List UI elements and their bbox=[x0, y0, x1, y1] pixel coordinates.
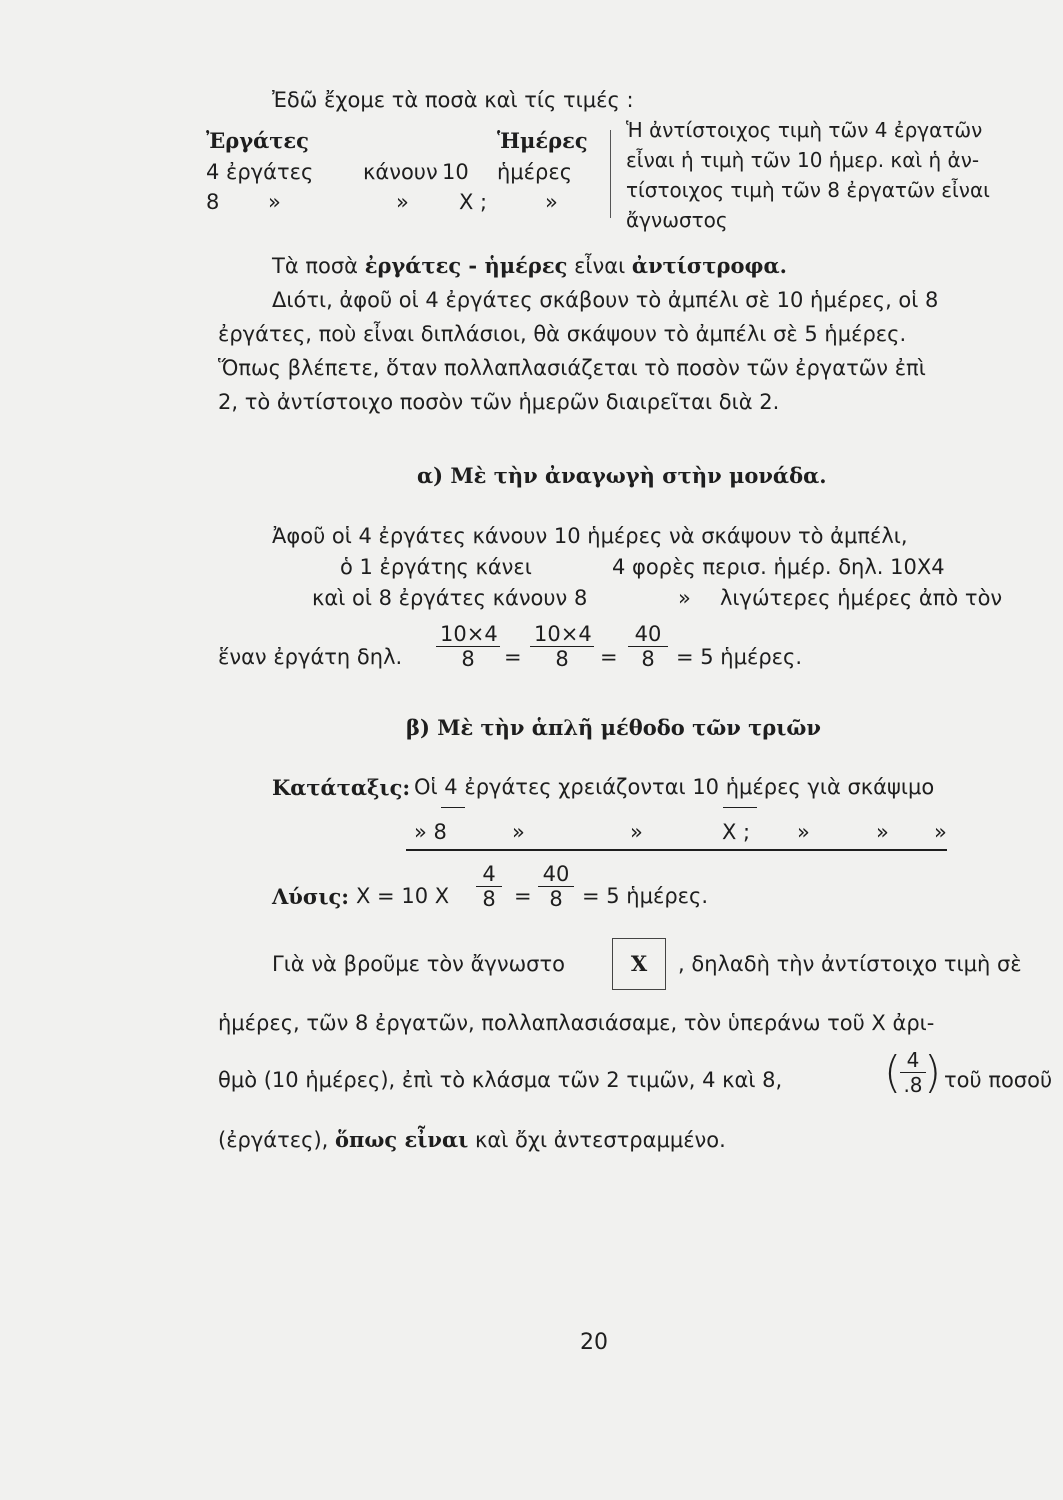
kataxis-row2: » bbox=[512, 820, 525, 844]
lysis-result: = 5 ἡμέρες. bbox=[582, 884, 709, 908]
fraction bbox=[476, 862, 502, 911]
kataxis-line: Οἱ 4 ἐργάτες χρειάζονται 10 ἡμέρες γιὰ σκάψιμο bbox=[414, 775, 935, 799]
left-parenthesis: ( bbox=[884, 1047, 902, 1098]
section-a-line: καὶ οἱ 8 ἐργάτες κάνουν 8 bbox=[312, 586, 588, 610]
paragraph-line: 2, τὸ ἀντίστοιχο ποσὸν τῶν ἡμερῶν διαιρεῖται διὰ 2. bbox=[218, 390, 780, 414]
fraction-denominator: .8 bbox=[903, 1073, 923, 1097]
fraction-denominator: 8 bbox=[641, 647, 655, 671]
statement bbox=[272, 253, 787, 278]
section-a-line: ὁ 1 ἐργάτης κάνει bbox=[340, 555, 532, 579]
intro-line: Ἐδῶ ἔχομε τὰ ποσὰ καὶ τίς τιμές : bbox=[272, 88, 634, 112]
fraction-numerator: 4 bbox=[900, 1048, 926, 1073]
statement-bold: ἐργάτες - ἡμέρες bbox=[364, 253, 568, 278]
fraction-numerator: 10×4 bbox=[530, 622, 594, 647]
row2-unknown: Χ ; bbox=[459, 190, 488, 214]
paragraph-2-line: Γιὰ νὰ βροῦμε τὸν ἄγνωστο bbox=[272, 952, 565, 976]
kataxis-row2: » bbox=[630, 820, 643, 844]
kataxis-row2: » bbox=[876, 820, 889, 844]
lysis-pre: Χ = 10 Χ bbox=[356, 884, 450, 908]
paragraph-2-line: , δηλαδὴ τὴν ἀντίστοιχο τιμὴ σὲ bbox=[678, 952, 1022, 976]
col-header-days: Ἡμέρες bbox=[497, 128, 588, 153]
fraction-denominator: 8 bbox=[482, 887, 496, 911]
paragraph-line: ἐργάτες, ποὺ εἶναι διπλάσιοι, θὰ σκάψουν τὸ ἀμπέλι σὲ 5 ἡμέρες. bbox=[218, 322, 907, 346]
paragraph-2-line: ἡμέρες, τῶν 8 ἐργατῶν, πολλαπλασιάσαμε, τὸν ὑπεράνω τοῦ Χ ἀρι- bbox=[218, 1011, 935, 1035]
paragraph-2-bold: ὅπως εἶναι bbox=[335, 1127, 469, 1152]
statement-pre: Τὰ ποσὰ bbox=[272, 254, 358, 278]
row2-ditto: » bbox=[396, 190, 409, 214]
heading-a: α) Μὲ τὴν ἀναγωγὴ στὴν μονάδα. bbox=[417, 463, 827, 488]
paragraph-2-text: καὶ ὄχι ἀντεστραμμένο. bbox=[475, 1128, 726, 1152]
section-a-line: 4 φορὲς περισ. ἡμέρ. δηλ. 10Χ4 bbox=[612, 555, 945, 579]
row2-ditto: » bbox=[268, 190, 281, 214]
fraction bbox=[436, 622, 500, 671]
row2-ditto: » bbox=[545, 190, 558, 214]
section-a-line: Ἀφοῦ οἱ 4 ἐργάτες κάνουν 10 ἡμέρες νὰ σκάψουν τὸ ἀμπέλι, bbox=[272, 524, 908, 548]
kataxis-row2: » bbox=[797, 820, 810, 844]
page-number: 20 bbox=[580, 1330, 608, 1355]
section-a-result: = 5 ἡμέρες. bbox=[676, 645, 803, 669]
equals-sign: = bbox=[514, 884, 532, 908]
fraction bbox=[628, 622, 668, 671]
fraction bbox=[530, 622, 594, 671]
side-note-line: εἶναι ἡ τιμὴ τῶν 10 ἡμερ. καὶ ἡ ἀν- bbox=[626, 148, 980, 172]
row2-workers: 8 bbox=[206, 190, 220, 214]
underline-mark bbox=[441, 807, 465, 808]
section-a-line: λιγώτερες ἡμέρες ἀπὸ τὸν bbox=[720, 586, 1003, 610]
fraction-denominator: 8 bbox=[555, 647, 569, 671]
col-header-workers: Ἐργάτες bbox=[206, 128, 309, 153]
equals-sign: = bbox=[504, 645, 522, 669]
fraction-numerator: 10×4 bbox=[436, 622, 500, 647]
fraction-numerator: 40 bbox=[538, 862, 574, 887]
kataxis-label: Κατάταξις: bbox=[272, 775, 411, 800]
underline-mark bbox=[723, 807, 757, 808]
right-parenthesis: ) bbox=[924, 1047, 942, 1098]
paragraph-2-last-line bbox=[218, 1127, 726, 1152]
equals-sign: = bbox=[600, 645, 618, 669]
row1-workers: 4 ἐργάτες bbox=[206, 160, 314, 184]
statement-mid: εἶναι bbox=[574, 254, 626, 278]
fraction bbox=[900, 1048, 926, 1097]
row1-value: 10 bbox=[442, 160, 469, 184]
table-divider bbox=[610, 130, 611, 218]
kataxis-row2-unknown: Χ ; bbox=[722, 820, 751, 844]
side-note-line: ἄγνωστος bbox=[626, 208, 728, 232]
paragraph-2-text: (ἐργάτες), bbox=[218, 1128, 329, 1152]
side-note-line: τίστοιχος τιμὴ τῶν 8 ἐργατῶν εἶναι bbox=[626, 178, 990, 202]
kataxis-row2: » 8 bbox=[414, 820, 447, 844]
fraction-denominator: 8 bbox=[549, 887, 563, 911]
statement-bold: ἀντίστροφα. bbox=[631, 253, 787, 278]
side-note-line: Ἡ ἀντίστοιχος τιμὴ τῶν 4 ἐργατῶν bbox=[626, 118, 983, 142]
row1-verb: κάνουν bbox=[363, 160, 438, 184]
fraction bbox=[538, 862, 574, 911]
section-a-formula-pre: ἕναν ἐργάτη δηλ. bbox=[218, 645, 403, 669]
paragraph-line: Διότι, ἀφοῦ οἱ 4 ἐργάτες σκάβουν τὸ ἀμπέλι σὲ 10 ἡμέρες, οἱ 8 bbox=[272, 288, 939, 312]
heading-b: β) Μὲ τὴν ἁπλῆ μέθοδο τῶν τριῶν bbox=[406, 715, 821, 740]
boxed-unknown: Χ bbox=[612, 938, 666, 990]
fraction-numerator: 4 bbox=[476, 862, 502, 887]
side-note bbox=[626, 115, 990, 235]
fraction-denominator: 8 bbox=[461, 647, 475, 671]
paragraph-line: Ὅπως βλέπετε, ὅταν πολλαπλασιάζεται τὸ ποσὸν τῶν ἐργατῶν ἐπὶ bbox=[218, 356, 926, 380]
kataxis-row2: » bbox=[934, 820, 947, 844]
kataxis-rule bbox=[406, 849, 947, 851]
row1-days: ἡμέρες bbox=[497, 160, 573, 184]
paragraph-2-line: τοῦ ποσοῦ bbox=[944, 1068, 1053, 1092]
fraction-numerator: 40 bbox=[628, 622, 668, 647]
lysis-label: Λύσις: bbox=[272, 884, 350, 909]
paragraph-2-line: θμὸ (10 ἡμέρες), ἐπὶ τὸ κλάσμα τῶν 2 τιμῶν, 4 καὶ 8, bbox=[218, 1068, 783, 1092]
section-a-mark: » bbox=[678, 586, 691, 610]
paragraph-1 bbox=[218, 283, 938, 419]
